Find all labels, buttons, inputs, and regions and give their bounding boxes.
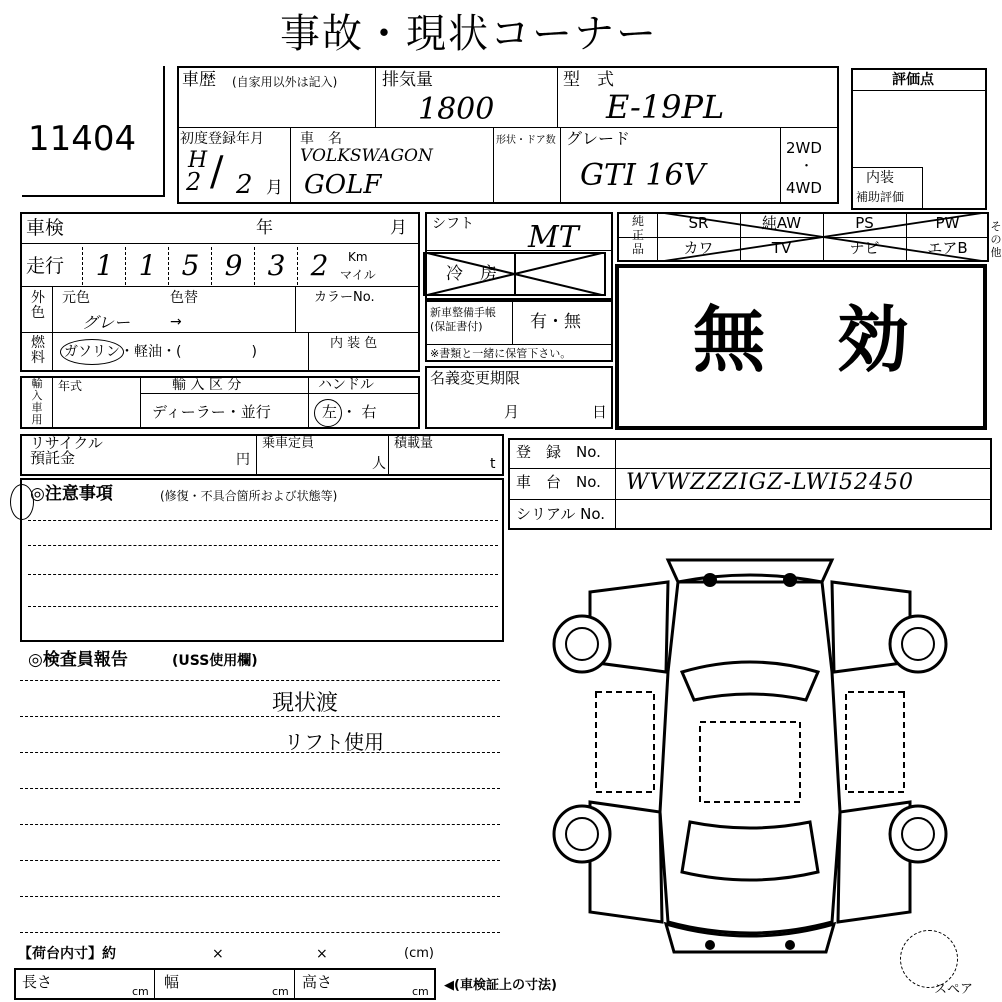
color-arrow: →: [170, 314, 182, 330]
cargo-unit: (cm): [404, 946, 434, 961]
handle-label: ハンドル: [318, 377, 374, 393]
history-note: (自家用以外は記入): [232, 75, 338, 89]
evaluation-label: 評価点: [892, 72, 934, 88]
dims-note: ◀(車検証上の寸法): [444, 978, 557, 993]
inspector-line-2: リフト使用: [284, 730, 384, 754]
color-value: グレー: [82, 313, 131, 332]
exterior-color-label: 外色: [31, 290, 45, 321]
void-stamp: 無 効: [692, 298, 909, 382]
equipment-item: PS: [855, 214, 874, 232]
aircon-cross-out: [423, 252, 606, 296]
mileage-km: Km: [348, 250, 368, 264]
inspection-month-unit: 月: [390, 218, 407, 238]
load-unit: t: [490, 456, 496, 472]
lot-number: 11404: [28, 119, 137, 159]
first-registration-era: H: [188, 148, 208, 173]
equipment-label: 純正品: [631, 214, 644, 256]
inspection-year-unit: 年: [256, 218, 273, 238]
import-year-label: 年式: [58, 379, 83, 393]
mileage-mile: マイル: [340, 268, 376, 282]
chassis-label: 車 台 No.: [516, 473, 601, 491]
original-color-label: 元色: [62, 290, 90, 306]
dims-length-label: 長さ: [22, 973, 53, 991]
cargo-x2: ×: [316, 946, 328, 962]
manual-label: 新車整備手帳 (保証書付): [430, 306, 496, 333]
equipment-cross-out: [657, 212, 989, 262]
inspector-title: ◎検査員報告: [28, 650, 128, 670]
fuel-label: 燃料: [31, 335, 45, 366]
cargo-title: 【荷台内寸】約: [18, 946, 116, 962]
name-change-day: 日: [592, 403, 608, 421]
inspector-line-1: 現状渡: [272, 691, 339, 716]
load-label: 積載量: [394, 436, 434, 451]
handle-value: 左 ・ 右: [322, 403, 377, 421]
mileage-digit: 1: [82, 247, 126, 285]
name-change-label: 名義変更期限: [430, 369, 521, 387]
inspection-label: 車検: [26, 217, 65, 239]
first-registration-year: 2: [186, 168, 202, 196]
registration-label: 登 録 No.: [516, 443, 601, 461]
evaluation-supplement: 補助評価: [856, 190, 905, 204]
evaluation-interior: 内装: [866, 170, 894, 186]
equipment-item: エアB: [927, 239, 968, 257]
equipment-item: PW: [935, 214, 960, 232]
mileage-label: 走行: [26, 255, 65, 277]
displacement-label: 排気量: [382, 70, 433, 90]
drive-dot: ・: [800, 159, 814, 174]
equipment-item: SR: [688, 214, 709, 232]
spare-label: スペア: [934, 982, 974, 997]
equipment-item: TV: [771, 239, 792, 257]
first-registration-slash: /: [210, 149, 224, 195]
import-category-value: ディーラー・並行: [152, 403, 271, 421]
equipment-item: ナビ: [849, 239, 880, 257]
capacity-unit: 人: [372, 456, 386, 472]
inspector-subtitle: (USS使用欄): [172, 653, 258, 669]
grade-value: GTI 16V: [580, 158, 706, 193]
dims-width-unit: cm: [272, 985, 289, 998]
first-registration-label: 初度登録年月: [180, 131, 264, 147]
import-label: 輸入車用: [31, 377, 43, 426]
equipment-item: カワ: [683, 239, 714, 257]
dims-height-label: 高さ: [302, 973, 333, 991]
dims-length-unit: cm: [132, 985, 149, 998]
shift-label: シフト: [432, 216, 474, 232]
first-registration-month-unit: 月: [266, 178, 283, 198]
first-registration-month: 2: [236, 170, 253, 200]
shift-value: MT: [528, 220, 579, 255]
cargo-x1: ×: [212, 946, 224, 962]
lot-frame-right: [163, 66, 165, 196]
body-doors-label: 形状・ドア数: [496, 135, 556, 146]
mileage-digit: 9: [211, 247, 255, 285]
displacement-value: 1800: [418, 92, 495, 127]
history-label: 車歴: [182, 70, 216, 90]
interior-color-label: 内 装 色: [330, 336, 378, 351]
fuel-selected-circle: [60, 339, 124, 365]
handle-selected-circle: [314, 399, 342, 427]
mileage-digit: 2: [297, 247, 341, 285]
serial-label: シリアル No.: [516, 505, 606, 523]
fuel-options: ガソリン・軽油・( ): [64, 344, 257, 360]
dims-grid: [14, 968, 436, 1000]
mileage-digit: 5: [168, 247, 212, 285]
dims-width-label: 幅: [164, 973, 180, 991]
aircon-label: 冷 房: [446, 264, 497, 284]
model-type-value: E-19PL: [606, 88, 725, 126]
drive-4wd: 4WD: [786, 179, 822, 197]
mileage-digit: 1: [125, 247, 169, 285]
manual-note: ※書類と一緒に保管下さい。: [430, 347, 572, 360]
notes-title: ◎注意事項: [30, 484, 113, 504]
color-code-label: カラーNo.: [314, 290, 375, 305]
mileage-digit: 3: [254, 247, 298, 285]
chassis-value: WVWZZZIGZ-LWI52450: [626, 470, 914, 495]
repaint-color-label: 色替: [170, 290, 198, 306]
notes-pen-mark: [10, 484, 34, 520]
import-category-label: 輸 入 区 分: [172, 377, 242, 393]
car-diagram: [550, 552, 950, 972]
car-make: VOLKSWAGON: [300, 146, 433, 166]
drive-2wd: 2WD: [786, 139, 822, 157]
notes-subtitle: (修復・不具合箇所および状態等): [160, 489, 338, 503]
spare-tire-circle: [900, 930, 958, 988]
side-annotation: その他: [990, 220, 1002, 259]
model-type-label: 型 式: [563, 70, 614, 90]
page-title: 事故・現状コーナー: [280, 11, 658, 57]
equipment-item: 純AW: [761, 214, 802, 232]
name-change-month: 月: [504, 403, 520, 421]
lot-frame-bottom: [22, 195, 165, 197]
recycle-unit: 円: [236, 452, 250, 468]
grade-label: グレード: [566, 129, 631, 148]
manual-value: 有・無: [530, 312, 581, 332]
dims-height-unit: cm: [412, 985, 429, 998]
car-model: GOLF: [304, 170, 382, 200]
recycle-label: リサイクル 預託金: [30, 434, 103, 467]
car-name-label: 車 名: [300, 131, 342, 147]
capacity-label: 乗車定員: [262, 436, 315, 451]
